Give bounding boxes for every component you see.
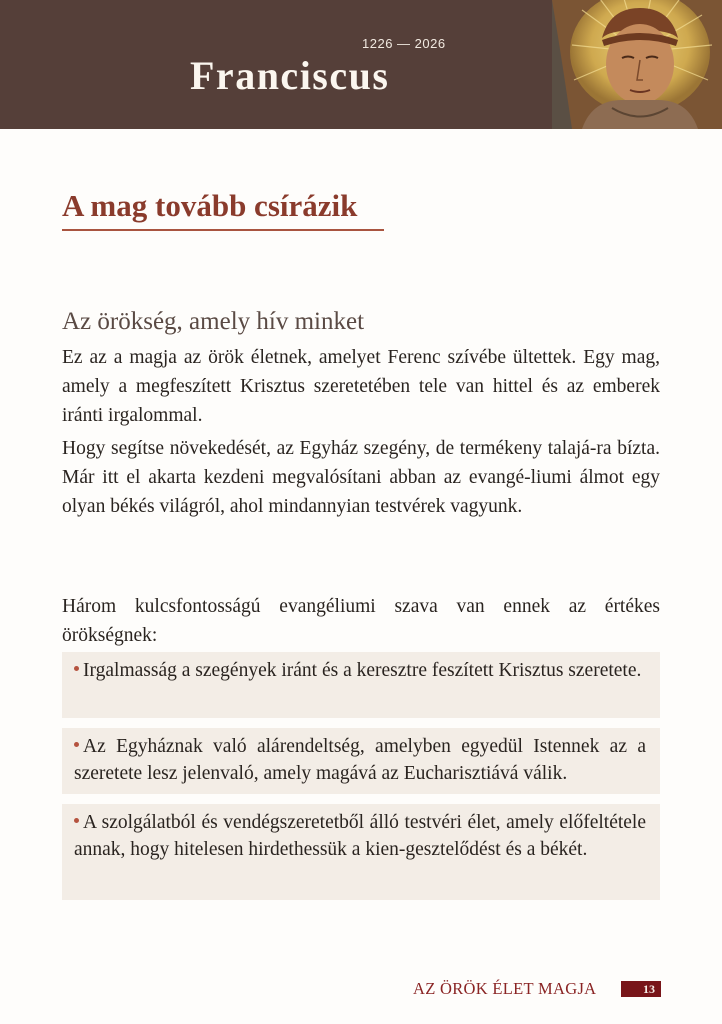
paragraph-1: Ez az a magja az örök életnek, amelyet Ferenc szívébe ültettek. Egy mag, amely a megfeszített Krisztus szeretetében tele van hittel és az emberek iránti irgalommal. (62, 347, 660, 426)
bullet-icon (74, 666, 79, 671)
brand-dates: 1226 — 2026 (362, 36, 446, 51)
subheading: Az örökség, amely hív minket (62, 308, 365, 335)
saint-francis-portrait-icon (552, 0, 722, 129)
key-word-box-3 (62, 804, 660, 900)
header-banner (0, 0, 722, 129)
key-word-box-1 (62, 652, 660, 718)
key-word-text: Irgalmasság a szegények iránt és a keresztre feszített Krisztus szeretete. (83, 660, 642, 681)
brand-title: Franciscus (190, 54, 390, 98)
paragraph-2: Hogy segítse növekedését, az Egyház szegény, de termékeny talajá-ra bízta. Már itt el akarta kezdeni megvalósítani abban az evangé-liumi álmot egy olyan békés világról, ahol mindannyian testvérek vagyunk. (62, 438, 660, 517)
section-title: A mag tovább csírázik (62, 188, 358, 223)
paragraph-3: Három kulcsfontosságú evangéliumi szava van ennek az értékes örökségnek: (62, 596, 660, 646)
bullet-icon (74, 742, 79, 747)
page-number: 13 (621, 981, 661, 997)
key-word-text: Az Egyháznak való alárendeltség, amelyben egyedül Istennek az a szeretete lesz jelenvaló, amely magává az Eucharisztiává válik. (74, 736, 646, 784)
key-word-text: A szolgálatból és vendégszeretetből álló testvéri élet, amely előfeltétele annak, hogy hitelesen hirdethessük a kien-gesztelődést és a békét. (74, 812, 646, 860)
bullet-icon (74, 818, 79, 823)
title-underline (62, 229, 384, 231)
running-footer-title: AZ ÖRÖK ÉLET MAGJA (413, 979, 597, 998)
key-word-box-2 (62, 728, 660, 794)
